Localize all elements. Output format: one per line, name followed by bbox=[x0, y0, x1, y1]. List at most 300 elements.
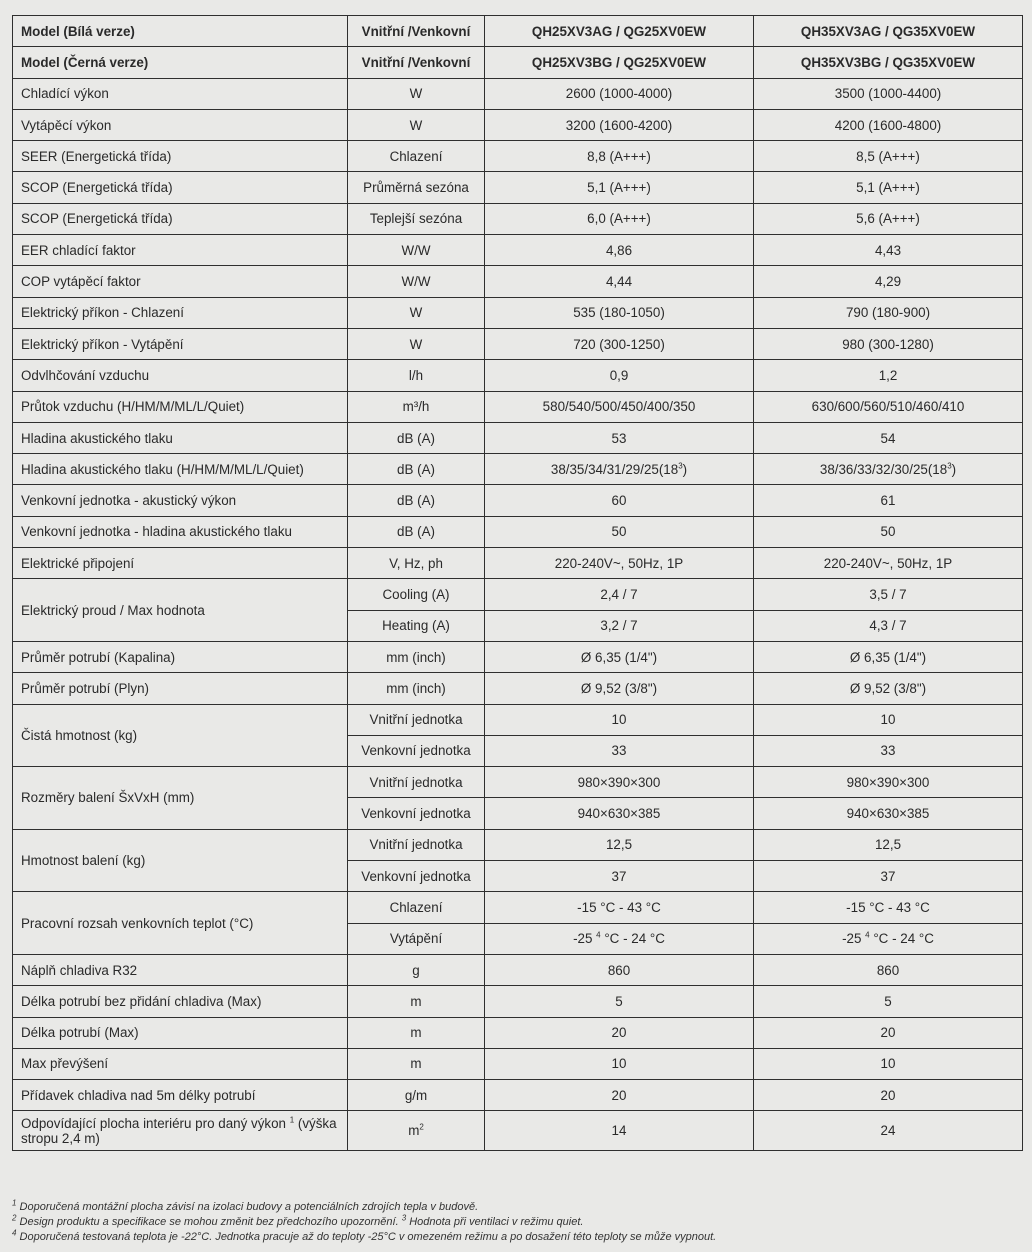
cell-text: Průtok vzduchu (H/HM/M/ML/L/Quiet) bbox=[21, 399, 245, 415]
cell-text: 3500 (1000-4400) bbox=[834, 86, 942, 102]
footnote-number: 1 bbox=[12, 1198, 17, 1208]
footnote-text: Hodnota při ventilaci v režimu quiet. bbox=[409, 1216, 584, 1228]
cell-text: W/W bbox=[401, 242, 431, 258]
model-b-cell bbox=[754, 422, 1023, 453]
cell-text: QH25XV3BG / QG25XV0EW bbox=[531, 54, 707, 70]
footnotes bbox=[12, 1200, 1022, 1245]
cell-text: W/W bbox=[401, 274, 431, 290]
model-b-cell bbox=[754, 610, 1023, 641]
cell-text: 4,43 bbox=[874, 242, 902, 258]
model-b-cell bbox=[754, 798, 1023, 829]
cell-text: mm (inch) bbox=[386, 680, 446, 696]
unit-cell bbox=[348, 704, 485, 735]
unit-cell bbox=[348, 203, 485, 234]
cell-text: 14 bbox=[611, 1123, 627, 1139]
cell-text: Model (Bílá verze) bbox=[21, 23, 135, 39]
model-b-cell bbox=[754, 704, 1023, 735]
cell-text: dB (A) bbox=[397, 524, 435, 540]
model-b-cell bbox=[754, 986, 1023, 1017]
cell-text: Hladina akustického tlaku (H/HM/M/ML/L/Quiet) bbox=[21, 461, 304, 477]
model-b-cell bbox=[754, 266, 1023, 297]
footnote-text: Design produktu a specifikace se mohou změnit bez předchozího upozornění. bbox=[19, 1216, 402, 1228]
cell-text: 5,6 (A+++) bbox=[856, 211, 920, 227]
footnote-number: 4 bbox=[12, 1228, 17, 1238]
param-cell bbox=[13, 141, 348, 172]
param-cell bbox=[13, 1048, 348, 1079]
model-a-cell bbox=[485, 203, 754, 234]
model-b-cell bbox=[754, 767, 1023, 798]
param-cell bbox=[13, 172, 348, 203]
unit-cell bbox=[348, 454, 485, 485]
unit-cell bbox=[348, 1048, 485, 1079]
param-cell bbox=[13, 47, 348, 78]
model-a-cell bbox=[485, 767, 754, 798]
param-cell bbox=[13, 704, 348, 767]
cell-text: 2,4 / 7 bbox=[600, 586, 638, 602]
cell-text: V, Hz, ph bbox=[389, 555, 443, 571]
cell-text: W bbox=[409, 117, 423, 133]
cell-text: Odvlhčování vzduchu bbox=[21, 367, 150, 383]
param-cell bbox=[13, 673, 348, 704]
cell-text: 630/600/560/510/460/410 bbox=[811, 399, 965, 415]
param-cell bbox=[13, 266, 348, 297]
unit-cell bbox=[348, 516, 485, 547]
cell-text: 20 bbox=[880, 1025, 896, 1041]
table-row bbox=[13, 47, 1023, 78]
cell-text: 20 bbox=[611, 1087, 627, 1103]
model-a-cell bbox=[485, 516, 754, 547]
model-b-cell bbox=[754, 641, 1023, 672]
spec-table bbox=[12, 15, 1023, 1151]
model-b-cell bbox=[754, 954, 1023, 985]
cell-text: 4,29 bbox=[874, 274, 902, 290]
cell-text: g bbox=[412, 962, 420, 978]
unit-cell bbox=[348, 767, 485, 798]
table-row bbox=[13, 235, 1023, 266]
cell-text: 3,5 / 7 bbox=[869, 586, 907, 602]
unit-cell bbox=[348, 610, 485, 641]
unit-cell bbox=[348, 986, 485, 1017]
cell-text: Vnitřní /Venkovní bbox=[361, 54, 471, 70]
unit-cell bbox=[348, 266, 485, 297]
model-a-cell bbox=[485, 579, 754, 610]
cell-text: 720 (300-1250) bbox=[573, 336, 665, 352]
model-a-cell bbox=[485, 235, 754, 266]
table-row bbox=[13, 892, 1023, 923]
table-row bbox=[13, 954, 1023, 985]
param-cell bbox=[13, 1111, 348, 1151]
unit-cell bbox=[348, 391, 485, 422]
cell-text: m³/h bbox=[402, 399, 430, 415]
param-cell bbox=[13, 203, 348, 234]
table-row bbox=[13, 16, 1023, 47]
cell-text: 8,8 (A+++) bbox=[587, 148, 651, 164]
cell-text: 37 bbox=[880, 868, 896, 884]
unit-cell bbox=[348, 485, 485, 516]
cell-text: °C - 24 °C bbox=[869, 931, 934, 947]
cell-text: 940×630×385 bbox=[577, 806, 661, 822]
cell-text: Průměr potrubí (Kapalina) bbox=[21, 649, 176, 665]
cell-text: Odpovídající plocha interiéru pro daný výkon bbox=[21, 1115, 290, 1131]
cell-text: 38/36/33/32/30/25(18 bbox=[819, 461, 948, 477]
model-b-cell bbox=[754, 579, 1023, 610]
cell-text: Hladina akustického tlaku bbox=[21, 430, 173, 446]
model-a-cell bbox=[485, 485, 754, 516]
param-cell bbox=[13, 328, 348, 359]
unit-cell bbox=[348, 892, 485, 923]
model-a-cell bbox=[485, 735, 754, 766]
cell-text: 54 bbox=[880, 430, 896, 446]
cell-text: ) bbox=[951, 461, 957, 477]
param-cell bbox=[13, 109, 348, 140]
model-b-cell bbox=[754, 735, 1023, 766]
cell-text: 33 bbox=[611, 743, 627, 759]
cell-text: Rozměry balení ŠxVxH (mm) bbox=[21, 790, 195, 806]
cell-text: Venkovní jednotka bbox=[361, 806, 471, 822]
cell-text: dB (A) bbox=[397, 493, 435, 509]
param-cell bbox=[13, 954, 348, 985]
table-row bbox=[13, 1111, 1023, 1151]
footnote-text: Doporučená testovaná teplota je -22°C. Jednotka pracuje až do teploty -25°C v omezeném režimu a po dosažení této teploty se může vypnout. bbox=[19, 1231, 717, 1243]
unit-cell bbox=[348, 548, 485, 579]
cell-text: -25 bbox=[842, 931, 866, 947]
table-row bbox=[13, 328, 1023, 359]
unit-cell bbox=[348, 141, 485, 172]
model-b-cell bbox=[754, 109, 1023, 140]
footnote-number: 3 bbox=[401, 1213, 407, 1223]
model-b-cell bbox=[754, 1017, 1023, 1048]
cell-text: g/m bbox=[404, 1087, 428, 1103]
model-a-cell bbox=[485, 1017, 754, 1048]
cell-text: 5 bbox=[615, 993, 623, 1009]
model-a-cell bbox=[485, 1048, 754, 1079]
cell-text: 4,86 bbox=[605, 242, 633, 258]
model-b-cell bbox=[754, 892, 1023, 923]
model-a-cell bbox=[485, 422, 754, 453]
cell-text: Přídavek chladiva nad 5m délky potrubí bbox=[21, 1087, 256, 1103]
cell-text: 61 bbox=[880, 493, 896, 509]
unit-cell bbox=[348, 923, 485, 954]
cell-text: Elektrický proud / Max hodnota bbox=[21, 602, 205, 618]
unit-cell bbox=[348, 360, 485, 391]
param-cell bbox=[13, 986, 348, 1017]
footnote-text: Doporučená montážní plocha závisí na izolaci budovy a potenciálních zdrojích tepla v budově. bbox=[19, 1201, 479, 1213]
cell-text: 860 bbox=[876, 962, 900, 978]
model-a-cell bbox=[485, 454, 754, 485]
param-cell bbox=[13, 360, 348, 391]
cell-text: W bbox=[409, 305, 423, 321]
cell-text: Cooling (A) bbox=[382, 586, 450, 602]
table-row bbox=[13, 829, 1023, 860]
cell-text: 60 bbox=[611, 493, 627, 509]
cell-text: Vnitřní /Venkovní bbox=[361, 23, 471, 39]
model-a-cell bbox=[485, 266, 754, 297]
unit-cell bbox=[348, 172, 485, 203]
table-row bbox=[13, 767, 1023, 798]
model-b-cell bbox=[754, 203, 1023, 234]
cell-text: Venkovní jednotka bbox=[361, 743, 471, 759]
cell-text: 5 bbox=[884, 993, 892, 1009]
cell-text: W bbox=[409, 86, 423, 102]
cell-text: Chlazení bbox=[389, 899, 443, 915]
model-a-cell bbox=[485, 798, 754, 829]
model-a-cell bbox=[485, 892, 754, 923]
cell-text: Ø 9,52 (3/8") bbox=[580, 680, 658, 696]
superscript-mark: 1 bbox=[289, 1115, 295, 1125]
unit-cell bbox=[348, 861, 485, 892]
unit-cell bbox=[348, 673, 485, 704]
model-b-cell bbox=[754, 1111, 1023, 1151]
unit-cell bbox=[348, 579, 485, 610]
cell-text: Elektrické připojení bbox=[21, 555, 135, 571]
cell-text: 980×390×300 bbox=[577, 774, 661, 790]
table-row bbox=[13, 266, 1023, 297]
cell-text: l/h bbox=[408, 367, 424, 383]
cell-text: 4,44 bbox=[605, 274, 633, 290]
footnote bbox=[12, 1230, 1022, 1245]
model-b-cell bbox=[754, 297, 1023, 328]
unit-cell bbox=[348, 954, 485, 985]
table-row bbox=[13, 704, 1023, 735]
cell-text: Ø 6,35 (1/4") bbox=[580, 649, 658, 665]
param-cell bbox=[13, 579, 348, 642]
cell-text: 980×390×300 bbox=[846, 774, 930, 790]
unit-cell bbox=[348, 1111, 485, 1151]
model-a-cell bbox=[485, 861, 754, 892]
cell-text: m bbox=[410, 1056, 422, 1072]
cell-text: Chladící výkon bbox=[21, 86, 109, 102]
model-b-cell bbox=[754, 78, 1023, 109]
table-row bbox=[13, 1048, 1023, 1079]
cell-text: 33 bbox=[880, 743, 896, 759]
unit-cell bbox=[348, 16, 485, 47]
model-b-cell bbox=[754, 391, 1023, 422]
unit-cell bbox=[348, 78, 485, 109]
superscript-mark: 4 bbox=[596, 930, 601, 940]
model-a-cell bbox=[485, 1111, 754, 1151]
model-b-cell bbox=[754, 172, 1023, 203]
cell-text: 37 bbox=[611, 868, 627, 884]
model-a-cell bbox=[485, 172, 754, 203]
cell-text: 5,1 (A+++) bbox=[856, 180, 920, 196]
cell-text: Průměr potrubí (Plyn) bbox=[21, 680, 149, 696]
cell-text: SCOP (Energetická třída) bbox=[21, 180, 173, 196]
cell-text: 4200 (1600-4800) bbox=[834, 117, 942, 133]
cell-text: Pracovní rozsah venkovních teplot (°C) bbox=[21, 915, 254, 931]
model-a-cell bbox=[485, 829, 754, 860]
model-a-cell bbox=[485, 923, 754, 954]
cell-text: m bbox=[410, 993, 422, 1009]
cell-text: Ø 9,52 (3/8") bbox=[849, 680, 927, 696]
cell-text: 8,5 (A+++) bbox=[856, 148, 920, 164]
model-a-cell bbox=[485, 297, 754, 328]
cell-text: 860 bbox=[607, 962, 631, 978]
unit-cell bbox=[348, 641, 485, 672]
cell-text: 20 bbox=[880, 1087, 896, 1103]
unit-cell bbox=[348, 109, 485, 140]
cell-text: W bbox=[409, 336, 423, 352]
unit-cell bbox=[348, 798, 485, 829]
table-row bbox=[13, 579, 1023, 610]
model-b-cell bbox=[754, 328, 1023, 359]
cell-text: Venkovní jednotka - akustický výkon bbox=[21, 493, 237, 509]
table-row bbox=[13, 673, 1023, 704]
table-row bbox=[13, 485, 1023, 516]
cell-text: Vytápění bbox=[389, 931, 443, 947]
cell-text: Délka potrubí (Max) bbox=[21, 1025, 139, 1041]
cell-text: Hmotnost balení (kg) bbox=[21, 853, 146, 869]
cell-text: 10 bbox=[611, 712, 627, 728]
cell-text: 24 bbox=[880, 1123, 896, 1139]
table-row bbox=[13, 109, 1023, 140]
cell-text: Vnitřní jednotka bbox=[369, 712, 463, 728]
unit-cell bbox=[348, 328, 485, 359]
table-row bbox=[13, 391, 1023, 422]
model-b-cell bbox=[754, 548, 1023, 579]
unit-cell bbox=[348, 422, 485, 453]
model-b-cell bbox=[754, 141, 1023, 172]
table-row bbox=[13, 641, 1023, 672]
cell-text: 1,2 bbox=[878, 367, 898, 383]
cell-text: QH25XV3AG / QG25XV0EW bbox=[531, 23, 707, 39]
cell-text: Venkovní jednotka bbox=[361, 868, 471, 884]
cell-text: 4,3 / 7 bbox=[869, 618, 907, 634]
param-cell bbox=[13, 454, 348, 485]
model-b-cell bbox=[754, 16, 1023, 47]
cell-text: Vytápěcí výkon bbox=[21, 117, 112, 133]
table-row bbox=[13, 78, 1023, 109]
cell-text: SEER (Energetická třída) bbox=[21, 148, 172, 164]
cell-text: -25 bbox=[573, 931, 597, 947]
param-cell bbox=[13, 641, 348, 672]
cell-text: 980 (300-1280) bbox=[842, 336, 934, 352]
cell-text: Průměrná sezóna bbox=[363, 180, 469, 196]
table-row bbox=[13, 422, 1023, 453]
model-a-cell bbox=[485, 109, 754, 140]
model-a-cell bbox=[485, 16, 754, 47]
model-b-cell bbox=[754, 1048, 1023, 1079]
model-a-cell bbox=[485, 78, 754, 109]
cell-text: 53 bbox=[611, 430, 627, 446]
cell-text: COP vytápěcí faktor bbox=[21, 274, 141, 290]
cell-text: °C - 24 °C bbox=[600, 931, 665, 947]
cell-text: 50 bbox=[880, 524, 896, 540]
table-row bbox=[13, 203, 1023, 234]
cell-text: dB (A) bbox=[397, 430, 435, 446]
cell-text: 38/35/34/31/29/25(18 bbox=[550, 461, 679, 477]
cell-text: 10 bbox=[880, 712, 896, 728]
cell-text: 3,2 / 7 bbox=[600, 618, 638, 634]
cell-text: 10 bbox=[611, 1056, 627, 1072]
param-cell bbox=[13, 1017, 348, 1048]
cell-text: 10 bbox=[880, 1056, 896, 1072]
model-b-cell bbox=[754, 235, 1023, 266]
cell-text: 940×630×385 bbox=[846, 806, 930, 822]
cell-text: 220-240V~, 50Hz, 1P bbox=[554, 555, 684, 571]
footnote bbox=[12, 1200, 1022, 1215]
cell-text: (výška stropu 2,4 m) bbox=[21, 1115, 337, 1146]
cell-text: Chlazení bbox=[389, 148, 443, 164]
unit-cell bbox=[348, 1080, 485, 1111]
model-b-cell bbox=[754, 454, 1023, 485]
cell-text: Teplejší sezóna bbox=[369, 211, 463, 227]
cell-text: m bbox=[410, 1025, 422, 1041]
table-row bbox=[13, 1080, 1023, 1111]
param-cell bbox=[13, 829, 348, 892]
cell-text: 790 (180-900) bbox=[845, 305, 931, 321]
param-cell bbox=[13, 78, 348, 109]
model-b-cell bbox=[754, 485, 1023, 516]
model-a-cell bbox=[485, 360, 754, 391]
cell-text: Délka potrubí bez přidání chladiva (Max) bbox=[21, 993, 262, 1009]
cell-text: QH35XV3BG / QG35XV0EW bbox=[800, 54, 976, 70]
superscript-mark: 4 bbox=[865, 930, 870, 940]
table-row bbox=[13, 454, 1023, 485]
superscript-mark: 3 bbox=[947, 461, 952, 471]
cell-text: 50 bbox=[611, 524, 627, 540]
cell-text: 580/540/500/450/400/350 bbox=[542, 399, 696, 415]
model-a-cell bbox=[485, 954, 754, 985]
param-cell bbox=[13, 548, 348, 579]
cell-text: Vnitřní jednotka bbox=[369, 774, 463, 790]
model-a-cell bbox=[485, 986, 754, 1017]
param-cell bbox=[13, 235, 348, 266]
model-a-cell bbox=[485, 610, 754, 641]
superscript-mark: 2 bbox=[419, 1122, 424, 1132]
table-row bbox=[13, 986, 1023, 1017]
model-a-cell bbox=[485, 704, 754, 735]
cell-text: QH35XV3AG / QG35XV0EW bbox=[800, 23, 976, 39]
table-row bbox=[13, 1017, 1023, 1048]
model-b-cell bbox=[754, 861, 1023, 892]
cell-text: Elektrický příkon - Chlazení bbox=[21, 305, 184, 321]
table-row bbox=[13, 548, 1023, 579]
cell-text: Elektrický příkon - Vytápění bbox=[21, 336, 184, 352]
model-a-cell bbox=[485, 548, 754, 579]
cell-text: 5,1 (A+++) bbox=[587, 180, 651, 196]
cell-text: Max převýšení bbox=[21, 1056, 109, 1072]
model-a-cell bbox=[485, 641, 754, 672]
model-a-cell bbox=[485, 47, 754, 78]
param-cell bbox=[13, 297, 348, 328]
unit-cell bbox=[348, 235, 485, 266]
superscript-mark: 3 bbox=[678, 461, 683, 471]
cell-text: -15 °C - 43 °C bbox=[846, 899, 930, 915]
cell-text: Venkovní jednotka - hladina akustického tlaku bbox=[21, 524, 292, 540]
cell-text: 535 (180-1050) bbox=[573, 305, 665, 321]
cell-text: Ø 6,35 (1/4") bbox=[849, 649, 927, 665]
model-a-cell bbox=[485, 391, 754, 422]
unit-cell bbox=[348, 297, 485, 328]
footnote-number: 2 bbox=[12, 1213, 17, 1223]
cell-text: 0,9 bbox=[609, 367, 629, 383]
param-cell bbox=[13, 892, 348, 955]
model-b-cell bbox=[754, 47, 1023, 78]
table-row bbox=[13, 516, 1023, 547]
unit-cell bbox=[348, 1017, 485, 1048]
cell-text: 220-240V~, 50Hz, 1P bbox=[823, 555, 953, 571]
cell-text: Model (Černá verze) bbox=[21, 54, 149, 70]
unit-cell bbox=[348, 735, 485, 766]
cell-text: 2600 (1000-4000) bbox=[565, 86, 673, 102]
cell-text: 3200 (1600-4200) bbox=[565, 117, 673, 133]
cell-text: Heating (A) bbox=[382, 618, 450, 634]
cell-text: 12,5 bbox=[605, 837, 633, 853]
model-b-cell bbox=[754, 1080, 1023, 1111]
model-b-cell bbox=[754, 673, 1023, 704]
cell-text: 20 bbox=[611, 1025, 627, 1041]
unit-cell bbox=[348, 829, 485, 860]
